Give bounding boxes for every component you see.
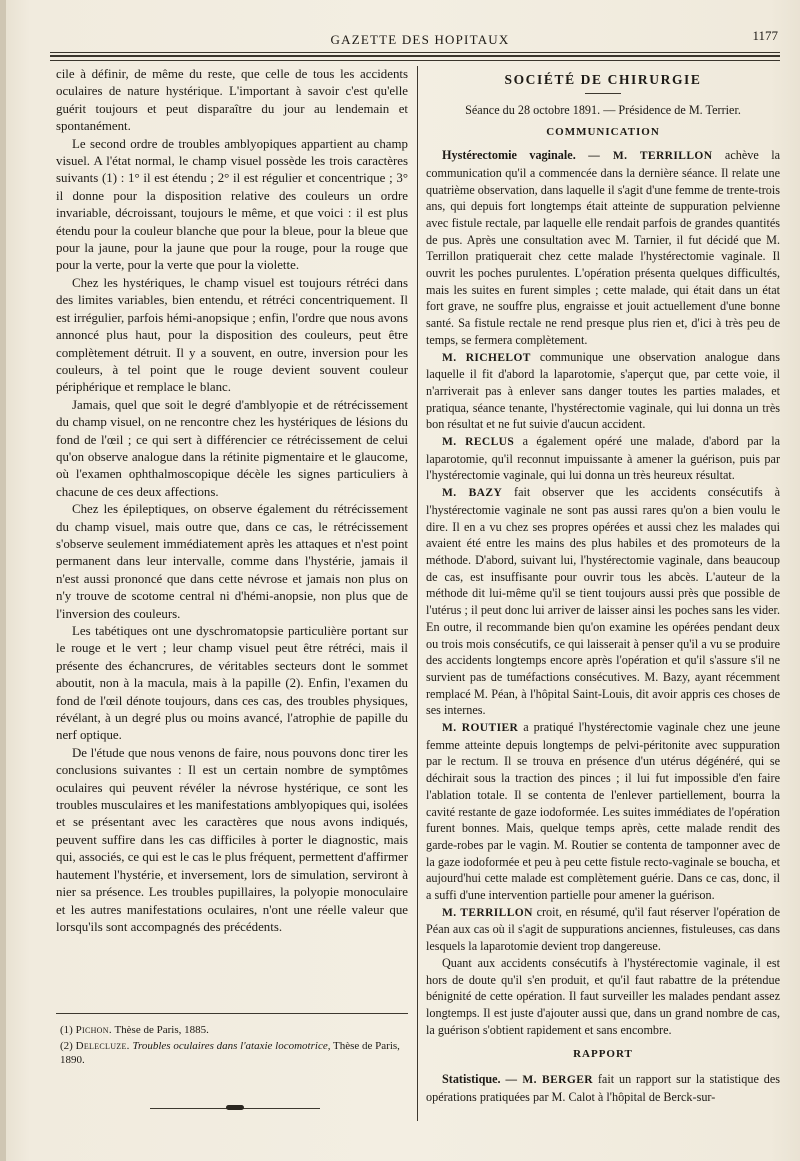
- footnote-mark: (2): [60, 1040, 73, 1052]
- title-rule: [585, 93, 621, 94]
- report-paragraph: [426, 1071, 780, 1105]
- ornament-dot: [226, 1105, 244, 1110]
- speaker-name: — M. BERGER: [505, 1074, 594, 1087]
- speaker-name: — M. TERRILLON: [588, 150, 713, 163]
- report-paragraph: [426, 719, 780, 904]
- left-paragraph: Le second ordre de troubles amblyopiques appartient au champ visuel. A l'état normal, le champ visuel possède les trois caractères suivants (1) : 1° il est étendu ; 2° il est régulier et concentrique ; 3° il donne pour la disposition relative des couleurs un ordre invariable, décroissant, toujours le même, et que voici : il est plus étendu pour la couleur blanche que pour la bleue, pour la bleue que pour la jaune, pour la jaune que pour la rouge, pour la rouge que pour la verte, pour la verte que pour la violette.: [56, 136, 408, 273]
- left-paragraph: Jamais, quel que soit le degré d'amblyopie et de rétrécissement du champ visuel, on ne rencontre chez les hystériques de lésions du fond de l'œil ; ce qui sert à différencier ce rétrécissement de celui qu'on observe analogue dans la rétinite pigmentaire et le glaucome, où l'examen ophthalmoscopique décèle les signes particuliers à chacune de ces deux affections.: [56, 397, 408, 499]
- running-title: GAZETTE DES HOPITAUX: [330, 32, 510, 47]
- footnote-text: Thèse de Paris, 1890.: [60, 1040, 400, 1066]
- footnote: [60, 1039, 408, 1067]
- left-paragraph: De l'étude que nous venons de faire, nous pouvons donc tirer les conclusions suivantes : Il est un certain nombre de symptômes oculaires qui peuvent révéler la névrose hystérique, ce sont les troubles musculaires et les manifestations amblyopiques qui, isolées et se présentant avec les caractères que nous avons indiqués, peuvent suffire dans les cas difficiles à porter le diagnostic, mais qui, associés, ce qui est le cas le plus fréquent, permettent d'affirmer hautement l'hystérie, et inversement, lors de simulation, serviront à nier sa présence. Les troubles pupillaires, la polyopie monoculaire et les autres manifestations oculaires, n'ont une réelle valeur que lorsqu'ils sont accompagnés des précédents.: [56, 745, 408, 934]
- left-paragraph: Chez les épileptiques, on observe également du rétrécissement du champ visuel, mais outre que, dans ce cas, le rétrécissement s'observe seulement immédiatement après les attaques et n'est point permanent dans leur intervalle, comme dans l'hystérie, jamais il n'est aussi prononcé que dans cette névrose et jamais non plus on n'y trouve de scotome central ni d'hémi-anopsie, non plus que de l'inversion des couleurs.: [56, 502, 408, 621]
- left-column: [56, 66, 408, 936]
- paragraph-text: croit, en résumé, qu'il faut réserver l'opération de Péan aux cas où il s'agit de suppurations anciennes, fistuleuses, cas dans lesquels la laparotomie devient trop dangereuse.: [426, 904, 781, 954]
- paragraph-text: fait observer que les accidents consécutifs à l'hystérectomie vaginale ne sont pas aussi rares qu'on a bien voulu le dire. Il en a vu chez ses propres opérées et aussi chez les malades qui avaient été entre les mains des plus habiles et des promoteurs de la méthode. D'abord, suivant lui, l'hystérectomie vaginale, dans beaucoup de cas, est insuffisante pour ouvrir tous les abcès. L'auteur de la méthode dit lui-même qu'il se tient toujours aussi près que possible de l'utérus ; il peut donc lui arriver de laisser ainsi les poches sans les vider. En outre, il recommande bien qu'on examine les opérées pendant deux ou trois mois consécutifs, ce qui laisserait à penser qu'il a vu se produire des accidents longtemps encore après l'opération et qu'il s'assure s'il ne survient pas de tuméfactions consécutives. M. Bazy, ayant récemment remplacé M. Péan, à l'hôpital Saint-Louis, dit avoir appris ces choses de ses internes.: [426, 485, 781, 718]
- topic-lead: Statistique.: [442, 1072, 501, 1087]
- section-title: SOCIÉTÉ DE CHIRURGIE: [504, 72, 702, 87]
- footnote-title: Troubles oculaires dans l'ataxie locomotrice,: [132, 1040, 331, 1052]
- page-header: [0, 24, 800, 50]
- header-rule-lower: [50, 60, 780, 61]
- left-paragraph: Chez les hystériques, le champ visuel est toujours rétréci dans des limites variables, bien entendu, et rétréci concentriquement. Il est irrégulier, parfois hémi-anopsique ; enfin, l'ordre que nous avons annoncé plus haut, pour la disposition des couleurs, peut être complètement détruit. Il y a souvent, en outre, inversion pour les couleurs, à tel point que le rouge devient souvent couleur périphérique et remplace le blanc.: [56, 275, 408, 395]
- report-paragraph: [426, 904, 780, 955]
- topic-lead: Hystérectomie vaginale.: [442, 148, 576, 163]
- footnote-author: Delecluze.: [75, 1040, 130, 1052]
- communication-heading: COMMUNICATION: [546, 126, 660, 139]
- footnote-mark: (1): [60, 1024, 73, 1036]
- left-paragraph: Les tabétiques ont une dyschromatopsie particulière portant sur le rouge et le vert ; leur champ visuel peut être rétréci, mais il présente des échancrures, de véritables secteurs dont le sommet aboutit, non à la macula, mais à la papille (2). Enfin, l'examen du fond de l'œil dénote toujours, dans ces cas, des troubles physiques, révélant, à un degré plus ou moins avancé, l'atrophie de papille du nerf optique.: [56, 624, 408, 743]
- seance-line: Séance du 28 octobre 1891. — Présidence de M. Terrier.: [465, 102, 741, 117]
- speaker-name: M. ROUTIER: [442, 722, 519, 735]
- column-divider: [417, 66, 418, 1121]
- paragraph-text: achève la communication qu'il a commencée dans la dernière séance. Il relate une quatrième observation, dans laquelle il s'agit d'une femme de trente-trois ans, qui depuis fort longtemps était atteinte de suppuration pelvienne avec fistule rectale, par laquelle elle rendait parfois de grandes quantités de pus. Après une consultation avec M. Tarnier, il fut décidé que M. Terrillon pratiquerait chez cette malade l'hystérectomie vaginale. Il ouvrit les poches purulentes. L'opération présenta quelques difficultés, mais les suites en furent simples ; cette malade, qui était dans un état fort grave, ne souffre plus, engraisse et jouit actuellement d'une bonne santé. Sa fistule rectale ne rend presque plus rien et, d'ici à très peu de temps, se fermera complètement.: [426, 148, 781, 347]
- paragraph-text: a pratiqué l'hystérectomie vaginale chez une jeune femme atteinte depuis longtemps de pelvi-péritonite avec suppuration par le rectum. Il se trouva en présence d'un utérus dégénéré, qui se déchirait sous la traction des pinces ; il lui fut impossible d'en faire l'ablation totale. Il se contenta de l'enlever partiellement, bourra la cavité restante de gaze iodoformée. Les suites immédiates de l'opération furent bonnes. Mais, quelque temps après, cette malade rendit des garde-robes par le vagin. M. Routier se contenta de tamponner avec de la gaze iodoformée et peu à peu cette fistule recto-vaginale se boucha, et aujourd'hui cette malade est complètement guérie. Dans ce cas, donc, il a suffi d'une intervention partielle pour amener la guérison.: [426, 720, 781, 903]
- footnote-text: Thèse de Paris, 1885.: [114, 1024, 209, 1036]
- left-paragraph: cile à définir, de même du reste, que celle de tous les accidents oculaires de nature hystérique. L'important à savoir c'est qu'elle guérit toujours et peut disparaître du jour au lendemain et spontanément.: [56, 67, 408, 134]
- report-paragraph: [426, 433, 780, 484]
- report-paragraph: [426, 147, 780, 348]
- report-paragraph: [426, 349, 780, 434]
- speaker-name: M. RICHELOT: [442, 351, 531, 364]
- paragraph-text: fait un rapport sur la statistique des opérations pratiquées par M. Calot à l'hôpital de Berck-sur-: [426, 1072, 781, 1104]
- right-column: [426, 66, 780, 1105]
- header-rule-thick: [50, 55, 780, 57]
- report-paragraph: Quant aux accidents consécutifs à l'hystérectomie vaginale, il est hors de doute qu'il s'en produit, et qu'il faut rabattre de la prétendue bénignité de cette opération. Il faut surveiller les malades pendant assez longtemps. Il est juste d'ajouter aussi que, dans un grand nombre de cas, la guérison s'obtient rapidement et sans encombre.: [426, 955, 780, 1037]
- speaker-name: M. TERRILLON: [442, 906, 533, 919]
- speaker-name: M. BAZY: [442, 487, 503, 500]
- page-number: 1177: [752, 28, 778, 43]
- report-paragraph: [426, 484, 780, 719]
- paragraph-text: a également opéré une malade, d'abord par la laparotomie, qu'il reconnut impuissante à amener la guérison, puis par l'hystérectomie vaginale, qui lui donna un très heureux résultat.: [426, 434, 781, 483]
- footnote: [60, 1023, 408, 1037]
- footnote-author: Pichon.: [75, 1024, 112, 1036]
- rapport-heading: RAPPORT: [573, 1048, 633, 1061]
- page-edge-shadow: [0, 0, 6, 1161]
- paragraph-text: communique une observation analogue dans laquelle il fit d'abord la laparotomie, s'aperçut que, par cette voie, il n'arriverait pas à enlever sans danger toutes les parties malades, et pratiqua, séance tenante, l'hystérectomie vaginale, qui lui donna un très bon résultat et ne fut suivie d'aucun accident.: [426, 349, 780, 432]
- footnotes: [60, 1023, 408, 1069]
- footnote-rule: [56, 1013, 408, 1014]
- end-ornament: [150, 1104, 320, 1114]
- speaker-name: M. RECLUS: [442, 436, 515, 449]
- header-rule: [50, 52, 780, 53]
